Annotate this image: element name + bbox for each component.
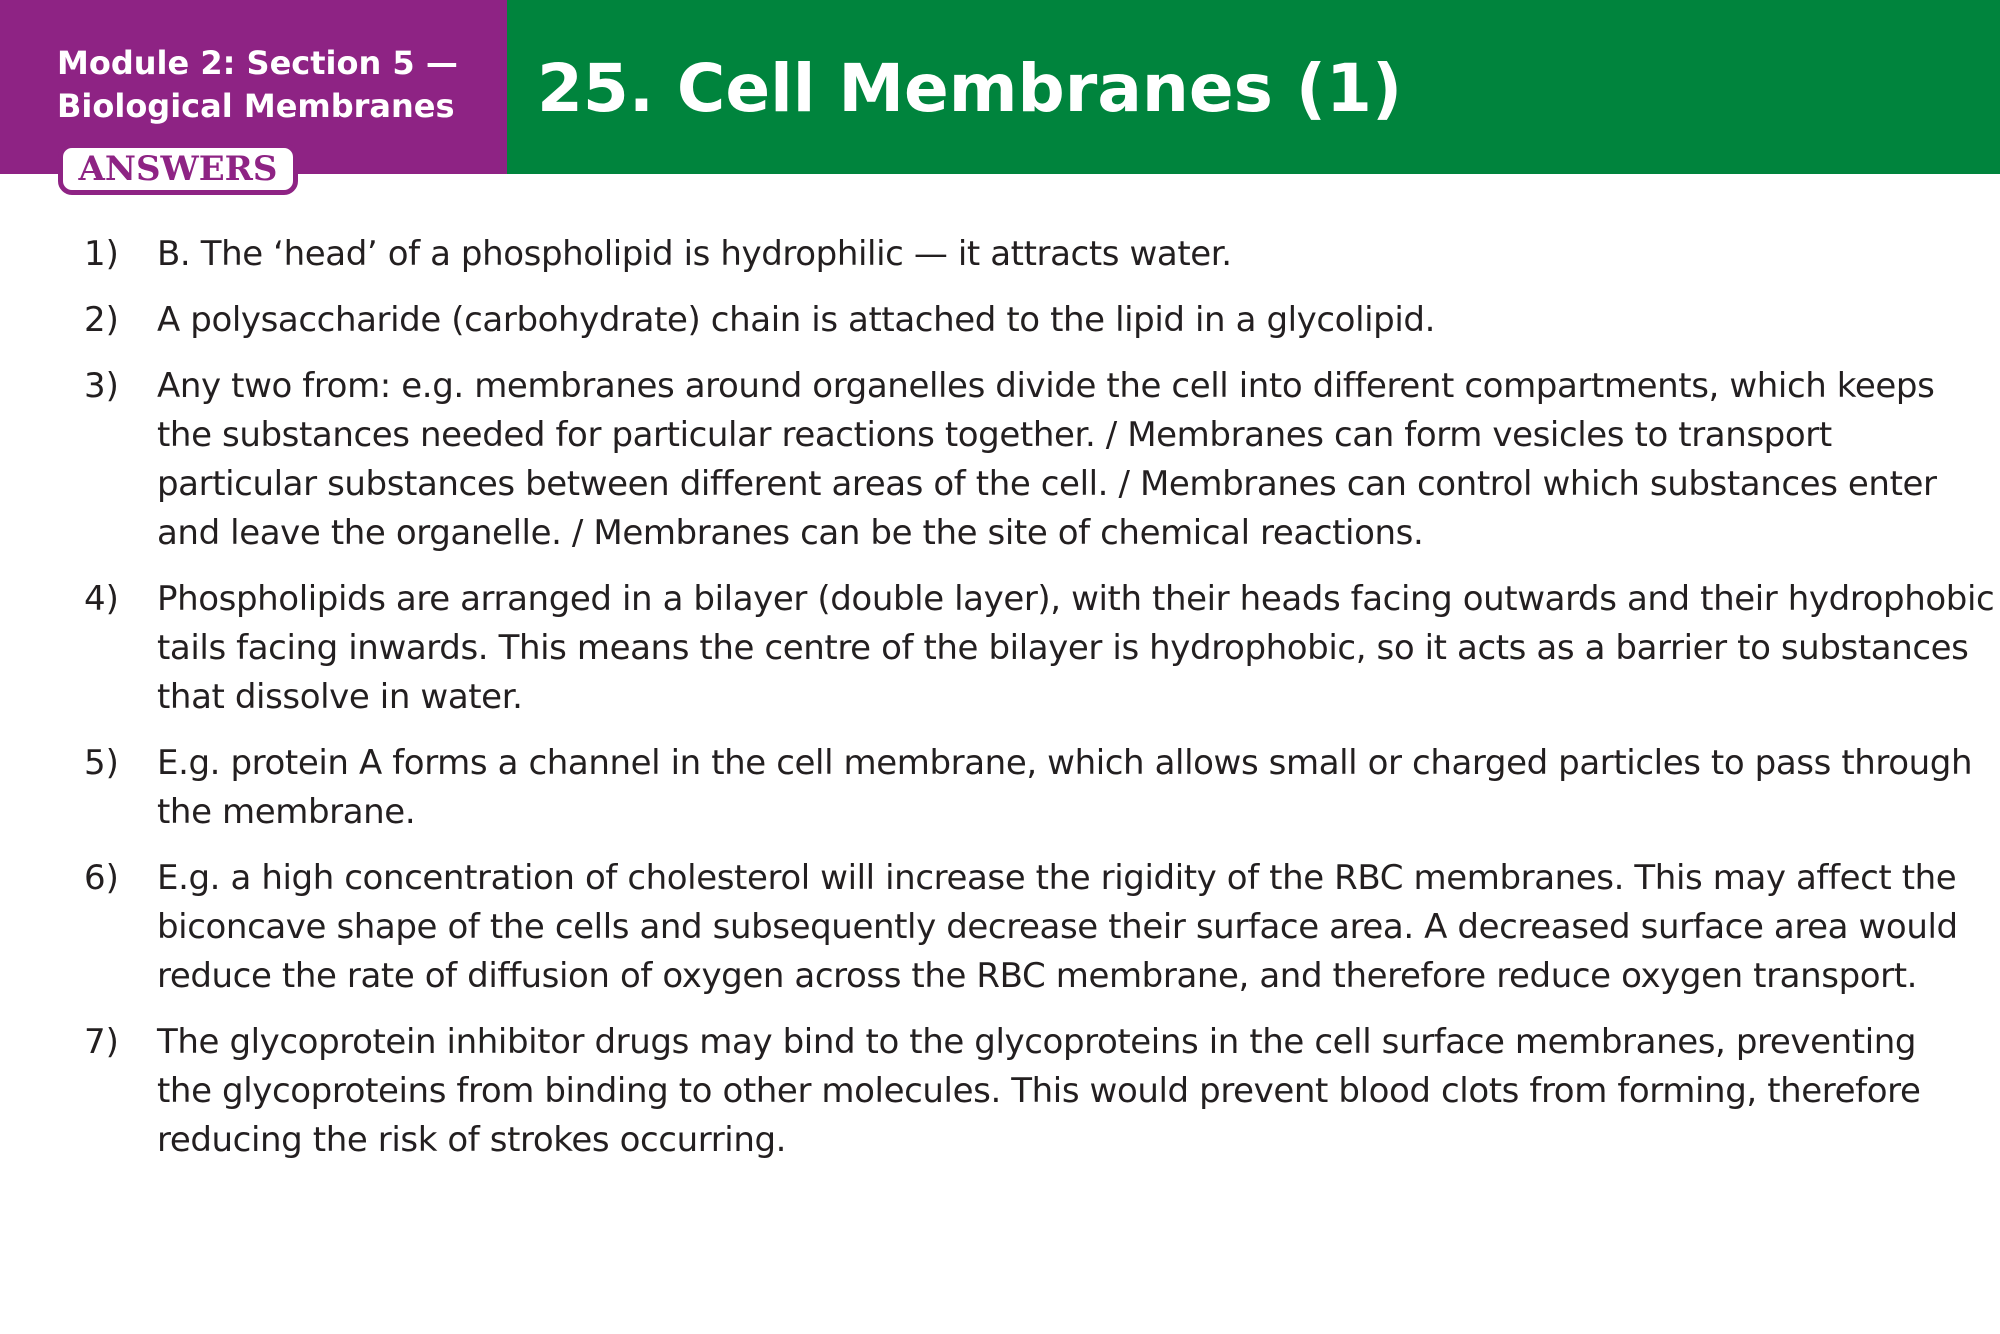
answer-text <box>157 296 1957 345</box>
answer-text-line: A polysaccharide (carbohydrate) chain is attached to the lipid in a glycolipid. <box>157 300 1435 340</box>
answer-number: 5) <box>84 743 119 783</box>
answer-text <box>157 230 1957 279</box>
title-banner <box>507 0 2000 174</box>
module-label-line-1: Module 2: Section 5 — <box>57 44 458 82</box>
answer-text-line: and leave the organelle. / Membranes can be the site of chemical reactions. <box>157 513 1424 553</box>
answer-text <box>157 362 1957 558</box>
answer-text-line: that dissolve in water. <box>157 677 523 717</box>
module-section-label <box>57 42 497 128</box>
answer-text-line: biconcave shape of the cells and subsequently decrease their surface area. A decreased surface area would <box>157 907 1958 947</box>
page-title: 25. Cell Membranes (1) <box>537 50 1403 127</box>
answers-list <box>0 230 2000 1182</box>
module-label-line-2: Biological Membranes <box>57 87 455 125</box>
answer-number: 4) <box>84 579 119 619</box>
answer-text-line: Phospholipids are arranged in a bilayer (double layer), with their heads facing outwards and their hydrophobic <box>157 579 1995 619</box>
answer-text-line: E.g. a high concentration of cholesterol will increase the rigidity of the RBC membranes. This may affect the <box>157 858 1957 898</box>
answer-number: 2) <box>84 300 119 340</box>
answer-text-line: the glycoproteins from binding to other molecules. This would prevent blood clots from forming, therefore <box>157 1071 1921 1111</box>
answer-text <box>157 739 1973 837</box>
answer-item <box>0 854 2000 1001</box>
answer-text-line: B. The ‘head’ of a phospholipid is hydrophilic — it attracts water. <box>157 234 1232 274</box>
answer-text-line: particular substances between different areas of the cell. / Membranes can control which substances enter <box>157 464 1937 504</box>
answer-text-line: reduce the rate of diffusion of oxygen across the RBC membrane, and therefore reduce oxygen transport. <box>157 956 1918 996</box>
answer-number: 7) <box>84 1022 119 1062</box>
answer-item <box>0 575 2000 722</box>
answer-text <box>157 575 1995 722</box>
answers-badge: ANSWERS <box>58 143 298 195</box>
answer-item <box>0 1018 2000 1165</box>
answer-text <box>157 1018 1957 1165</box>
answer-item <box>0 362 2000 558</box>
page-header <box>0 0 2000 189</box>
answer-text-line: the substances needed for particular reactions together. / Membranes can form vesicles to transport <box>157 415 1832 455</box>
answer-text-line: the membrane. <box>157 792 416 832</box>
answer-item <box>0 739 2000 837</box>
answer-number: 6) <box>84 858 119 898</box>
answer-item <box>0 296 2000 345</box>
answer-item <box>0 230 2000 279</box>
answer-text-line: Any two from: e.g. membranes around organelles divide the cell into different compartments, which keeps <box>157 366 1935 406</box>
answer-text-line: reducing the risk of strokes occurring. <box>157 1120 787 1160</box>
answer-number: 1) <box>84 234 119 274</box>
answer-number: 3) <box>84 366 119 406</box>
answer-text-line: The glycoprotein inhibitor drugs may bind to the glycoproteins in the cell surface membranes, preventing <box>157 1022 1917 1062</box>
answer-text-line: E.g. protein A forms a channel in the cell membrane, which allows small or charged particles to pass through <box>157 743 1973 783</box>
answer-text-line: tails facing inwards. This means the centre of the bilayer is hydrophobic, so it acts as a barrier to substances <box>157 628 1969 668</box>
answer-text <box>157 854 1957 1001</box>
